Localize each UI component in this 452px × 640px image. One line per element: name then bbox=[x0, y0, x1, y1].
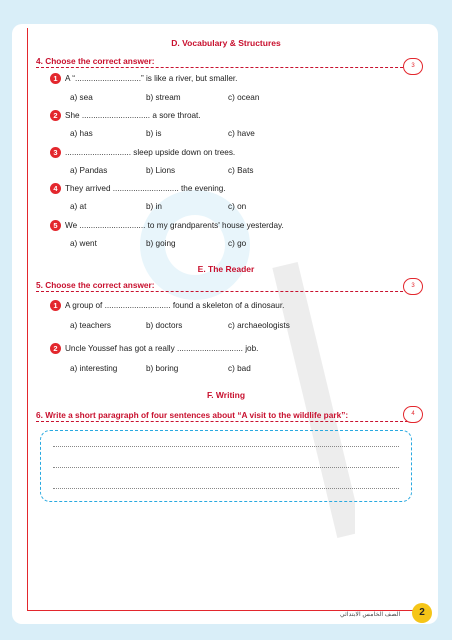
option-c[interactable]: c) go bbox=[228, 239, 247, 248]
option-c[interactable]: c) ocean bbox=[228, 93, 260, 102]
option-b[interactable]: b) boring bbox=[146, 364, 179, 373]
option-a[interactable]: a) at bbox=[70, 202, 87, 211]
question-4-divider bbox=[36, 67, 418, 69]
writing-line[interactable] bbox=[53, 488, 399, 489]
item-number-badge: 5 bbox=[50, 220, 61, 231]
question-5-mark-badge: 3 bbox=[403, 278, 423, 295]
section-reader-title: E. The Reader bbox=[197, 264, 255, 274]
grade-label: الصف الخامس الابتدائي bbox=[340, 611, 401, 618]
item-number-badge: 2 bbox=[50, 343, 61, 354]
question-4-mark-badge: 3 bbox=[403, 58, 423, 75]
q4-item-5 bbox=[50, 220, 284, 231]
item-stem-text: We ............................. to my grandparents' house yesterday. bbox=[65, 221, 284, 230]
option-a[interactable]: a) sea bbox=[70, 93, 93, 102]
item-number-badge: 4 bbox=[50, 183, 61, 194]
item-stem-text: A “.............................” is like a river, but smaller. bbox=[65, 74, 238, 83]
option-b[interactable]: b) stream bbox=[146, 93, 181, 102]
q4-item-2 bbox=[50, 110, 201, 121]
q5-item-2 bbox=[50, 343, 258, 354]
item-number-badge: 3 bbox=[50, 147, 61, 158]
option-b[interactable]: b) in bbox=[146, 202, 162, 211]
item-stem-text: Uncle Youssef has got a really ............................. job. bbox=[65, 344, 259, 353]
question-6-divider bbox=[36, 421, 418, 423]
item-stem-text: ............................. sleep upside down on trees. bbox=[65, 148, 236, 157]
option-a[interactable]: a) went bbox=[70, 239, 97, 248]
item-stem-text: They arrived ............................. the evening. bbox=[65, 184, 226, 193]
page-number-badge: 2 bbox=[412, 603, 432, 623]
option-b[interactable]: b) Lions bbox=[146, 166, 176, 175]
section-writing-title: F. Writing bbox=[206, 390, 246, 400]
option-a[interactable]: a) has bbox=[70, 129, 93, 138]
item-stem-text: She .............................. a sore throat. bbox=[65, 111, 201, 120]
item-stem-text: A group of ............................. found a skeleton of a dinosaur. bbox=[65, 301, 285, 310]
q4-item-3 bbox=[50, 147, 235, 158]
item-number-badge: 1 bbox=[50, 300, 61, 311]
option-c[interactable]: c) have bbox=[228, 129, 255, 138]
writing-line[interactable] bbox=[53, 467, 399, 468]
question-6-title: 6. Write a short paragraph of four sentences about “A visit to the wildlife park”: bbox=[36, 410, 349, 420]
option-c[interactable]: c) bad bbox=[228, 364, 251, 373]
option-b[interactable]: b) going bbox=[146, 239, 176, 248]
option-b[interactable]: b) doctors bbox=[146, 321, 183, 330]
q4-item-1 bbox=[50, 73, 237, 84]
q5-item-1 bbox=[50, 300, 284, 311]
question-4-title: 4. Choose the correct answer: bbox=[36, 56, 155, 66]
margin-line-vertical bbox=[27, 28, 28, 611]
question-5-divider bbox=[36, 291, 418, 293]
item-number-badge: 1 bbox=[50, 73, 61, 84]
option-a[interactable]: a) Pandas bbox=[70, 166, 108, 175]
writing-line[interactable] bbox=[53, 446, 399, 447]
option-c[interactable]: c) Bats bbox=[228, 166, 254, 175]
item-number-badge: 2 bbox=[50, 110, 61, 121]
question-6-mark-badge: 4 bbox=[403, 406, 423, 423]
writing-answer-box[interactable] bbox=[40, 430, 412, 502]
q4-item-4 bbox=[50, 183, 226, 194]
option-b[interactable]: b) is bbox=[146, 129, 162, 138]
option-c[interactable]: c) on bbox=[228, 202, 247, 211]
question-5-title: 5. Choose the correct answer: bbox=[36, 280, 155, 290]
option-c[interactable]: c) archaeologists bbox=[228, 321, 290, 330]
option-a[interactable]: a) interesting bbox=[70, 364, 118, 373]
section-vocabulary-title: D. Vocabulary & Structures bbox=[171, 38, 281, 48]
option-a[interactable]: a) teachers bbox=[70, 321, 111, 330]
